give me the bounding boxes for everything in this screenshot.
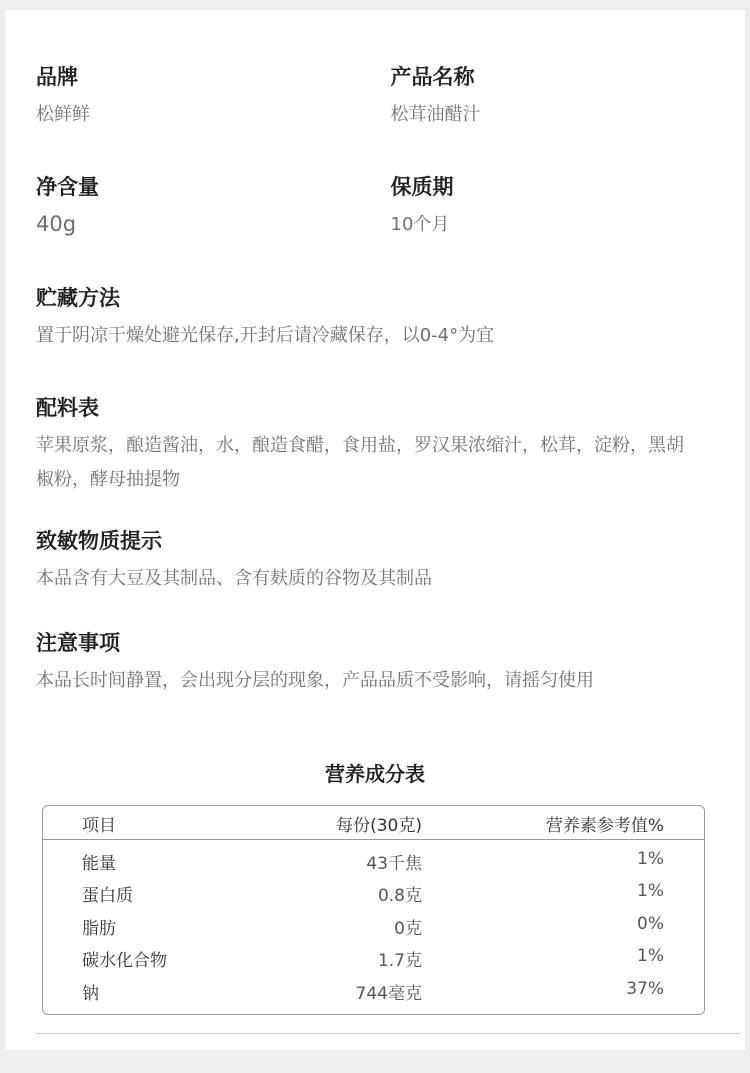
- ingredients-line-2: 椒粉，酵母抽提物: [36, 469, 180, 490]
- brand-section: [36, 62, 391, 131]
- allergen-label: 致敏物质提示: [36, 529, 162, 553]
- ingredients-line-1: 苹果原浆，酿造酱油，水，酿造食醋，食用盐，罗汉果浓缩汁，松茸，淀粉，黑胡: [36, 435, 684, 456]
- nutrition-header-row: [43, 806, 704, 838]
- allergen-value: 本品含有大豆及其制品、含有麸质的谷物及其制品: [36, 568, 432, 589]
- nutrition-table: [42, 805, 705, 1015]
- notice-value: 本品长时间静置，会出现分层的现象，产品品质不受影响，请摇匀使用: [36, 670, 594, 691]
- shelf-life-section: [391, 172, 746, 241]
- nutrient-nrv: 1%: [637, 946, 664, 966]
- nutrient-nrv: 37%: [626, 979, 664, 999]
- net-content-value: 40g: [36, 212, 77, 236]
- nutrient-amount: 0克: [394, 919, 422, 939]
- bottom-divider: [36, 1033, 740, 1034]
- shelf-life-value: 10个月: [390, 214, 450, 235]
- nutrient-amount: 0.8克: [377, 886, 422, 906]
- header-nrv: 营养素参考值%: [545, 816, 664, 836]
- nutrient-name: 脂肪: [82, 919, 116, 939]
- nutrient-name: 钠: [82, 984, 99, 1004]
- product-name-section: [391, 62, 746, 131]
- ingredients-section: [36, 393, 715, 496]
- product-name-value: 松茸油醋汁: [390, 104, 481, 125]
- nutrient-name: 蛋白质: [82, 886, 133, 906]
- storage-section: [36, 283, 715, 352]
- nutrition-row-protein: [43, 876, 704, 908]
- nutrient-nrv: 0%: [637, 914, 664, 934]
- nutrient-nrv: 1%: [637, 849, 664, 869]
- product-info-page: [5, 10, 745, 1050]
- nutrient-amount: 1.7克: [377, 951, 422, 971]
- notice-section: [36, 628, 715, 697]
- nutrition-title: 营养成分表: [325, 762, 425, 786]
- storage-value: 置于阴凉干燥处避光保存,开封后请冷藏保存，以0-4°为宜: [36, 325, 495, 346]
- header-item: 项目: [82, 816, 116, 836]
- nutrition-row-carbohydrate: [43, 941, 704, 973]
- brand-product-row: [36, 62, 745, 131]
- net-content-label: 净含量: [36, 175, 99, 199]
- nutrient-amount: 744毫克: [355, 984, 422, 1004]
- header-divider: [43, 839, 704, 840]
- net-shelf-row: [36, 172, 745, 241]
- nutrient-amount: 43千焦: [366, 854, 422, 874]
- brand-value: 松鲜鲜: [36, 104, 90, 125]
- shelf-life-label: 保质期: [390, 175, 454, 199]
- notice-label: 注意事项: [36, 631, 120, 655]
- nutrition-row-fat: [43, 909, 704, 941]
- allergen-section: [36, 526, 715, 595]
- storage-label: 贮藏方法: [36, 286, 120, 310]
- nutrient-nrv: 1%: [637, 881, 664, 901]
- nutrition-row-energy: [43, 844, 704, 876]
- net-content-section: [36, 172, 391, 241]
- ingredients-label: 配料表: [36, 396, 99, 420]
- nutrient-name: 碳水化合物: [82, 951, 167, 971]
- nutrition-row-sodium: [43, 974, 704, 1006]
- brand-label: 品牌: [36, 65, 78, 89]
- header-per-serving: 每份(30克): [336, 816, 422, 836]
- nutrient-name: 能量: [82, 854, 116, 874]
- product-name-label: 产品名称: [390, 65, 475, 89]
